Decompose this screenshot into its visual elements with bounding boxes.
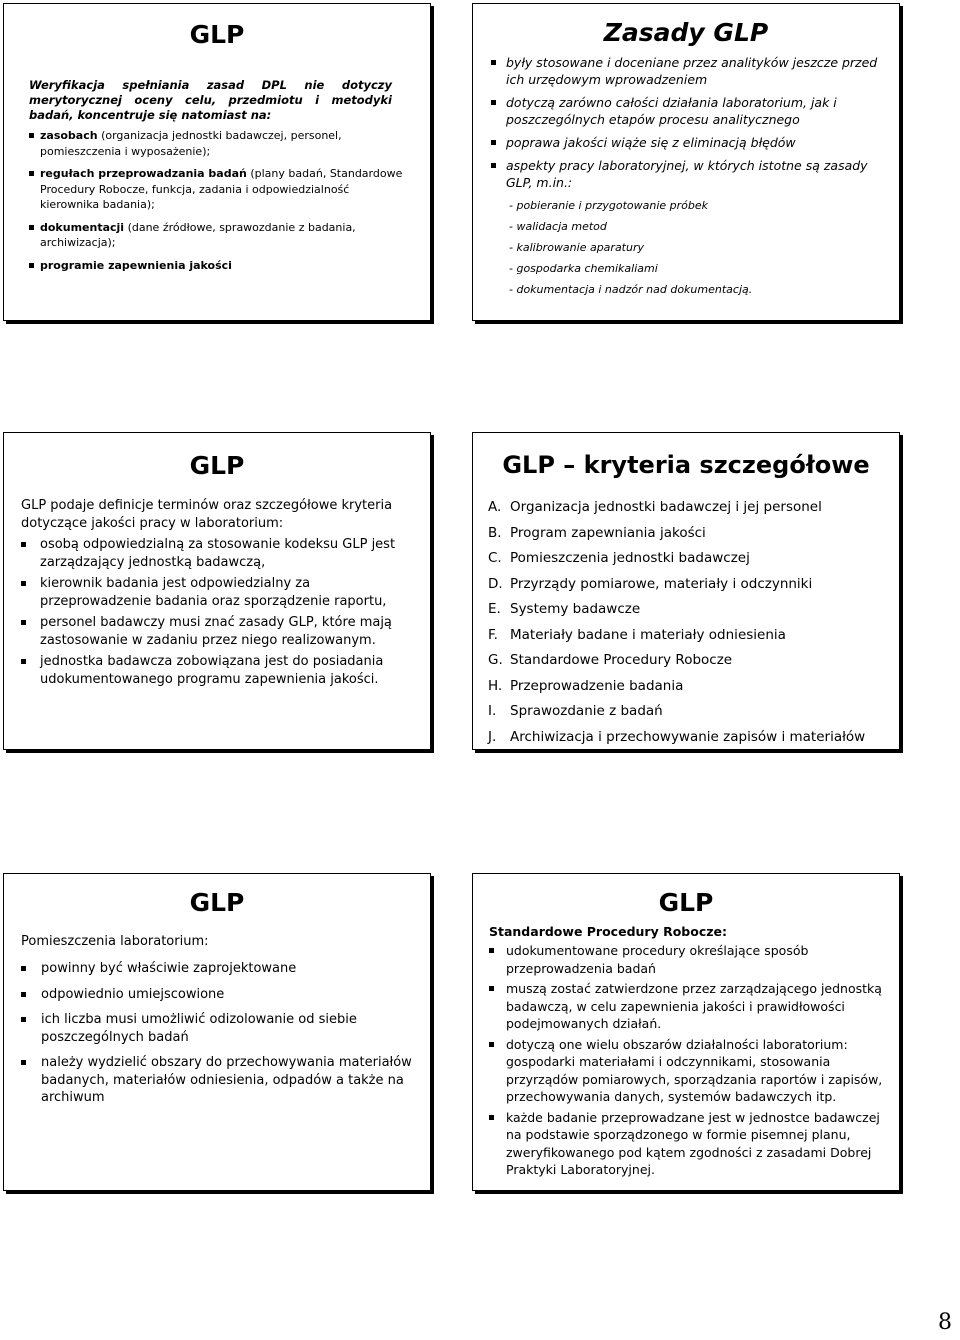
list-item bbox=[21, 614, 414, 649]
list-item-text bbox=[40, 258, 232, 274]
slide-glp-verification bbox=[3, 3, 431, 321]
bullet-list bbox=[21, 960, 414, 1115]
lettered-list bbox=[488, 499, 865, 750]
square-bullet-icon bbox=[21, 542, 26, 547]
list-item-letter: D. bbox=[488, 575, 503, 592]
list-item-text: dotyczą zarówno całości działania laboratorium, jak i poszczególnych etapów procesu analitycznego bbox=[506, 95, 837, 127]
slide-title: GLP bbox=[189, 451, 245, 480]
list-item-text: poprawa jakości wiąże się z eliminacją błędów bbox=[506, 135, 796, 150]
slide-intro: Weryfikacja spełniania zasad DPL nie dotyczy merytorycznej oceny celu, przedmiotu i metodyki badań, koncentruje się natomiast na: bbox=[29, 78, 392, 122]
list-item bbox=[488, 703, 865, 720]
bullet-list bbox=[491, 54, 881, 302]
list-item-letter: H. bbox=[488, 677, 503, 694]
square-bullet-icon bbox=[29, 133, 34, 138]
slide-heading: Standardowe Procedury Robocze: bbox=[489, 924, 727, 939]
list-item-rest: (dane źródłowe, sprawozdanie z badania, archiwizacja); bbox=[40, 220, 356, 249]
list-item bbox=[488, 550, 865, 567]
list-item-text: ich liczba musi umożliwić odizolowanie od siebie poszczególnych badań bbox=[41, 1012, 357, 1045]
list-item bbox=[491, 134, 881, 151]
list-item-text bbox=[40, 220, 410, 251]
slide-title: GLP bbox=[189, 20, 245, 49]
square-bullet-icon bbox=[21, 1017, 26, 1022]
list-item-text: dotyczą one wielu obszarów działalności laboratorium: gospodarki materiałami i odczynnikami, stosowania przyrządów pomiarowych, sporządzania raportów i zapisów, przechowywania danych, systemów badawczych itp. bbox=[506, 1036, 883, 1104]
square-bullet-icon bbox=[21, 620, 26, 625]
list-item-rest: (plany badań, Standardowe Procedury Robocze, funkcja, zadania i odpowiedzialność kierownika badania); bbox=[40, 167, 403, 211]
square-bullet-icon bbox=[489, 948, 494, 953]
sub-list-item: - kalibrowanie aparatury bbox=[509, 241, 644, 254]
slide-title: GLP bbox=[189, 888, 245, 917]
slide-title: GLP bbox=[658, 888, 714, 917]
slide-intro: GLP podaje definicje terminów oraz szczegółowe kryteria dotyczące jakości pracy w laboratorium: bbox=[21, 498, 393, 531]
square-bullet-icon bbox=[21, 966, 26, 971]
list-item bbox=[21, 536, 414, 571]
list-item-text: Sprawozdanie z badań bbox=[510, 703, 663, 719]
list-item bbox=[488, 576, 865, 593]
sub-list-item: - walidacja metod bbox=[509, 220, 607, 233]
list-item-text: Program zapewniania jakości bbox=[510, 524, 706, 541]
list-item-text: należy wydzielić obszary do przechowywania materiałów badanych, materiałów odniesienia, odpadów a także na archiwum bbox=[41, 1055, 412, 1105]
list-item bbox=[488, 627, 865, 644]
list-item-text: Systemy badawcze bbox=[510, 601, 641, 617]
list-item bbox=[29, 128, 410, 159]
list-item-bold: programie zapewnienia jakości bbox=[40, 258, 232, 272]
list-item-bold: regułach przeprowadzania badań bbox=[40, 167, 247, 180]
list-item-text: Archiwizacja i przechowywanie zapisów i materiałów bbox=[510, 728, 866, 745]
slide-heading: Pomieszczenia laboratorium: bbox=[21, 934, 209, 949]
list-item bbox=[21, 653, 414, 688]
list-item-bold: zasobach bbox=[40, 129, 98, 142]
list-item-letter: B. bbox=[488, 524, 502, 541]
list-item-text bbox=[40, 166, 410, 213]
list-item bbox=[488, 652, 865, 669]
list-item bbox=[488, 678, 865, 695]
square-bullet-icon bbox=[21, 581, 26, 586]
list-item-text: Przyrządy pomiarowe, materiały i odczynniki bbox=[510, 575, 813, 592]
list-item-text: odpowiednio umiejscowione bbox=[41, 986, 225, 1002]
square-bullet-icon bbox=[491, 60, 496, 65]
list-item bbox=[29, 258, 410, 274]
list-item-text: Pomieszczenia jednostki badawczej bbox=[510, 550, 750, 566]
list-item-text: były stosowane i doceniane przez analityków jeszcze przed ich urzędowym wprowadzeniem bbox=[506, 55, 878, 87]
slide-glp-criteria bbox=[472, 432, 900, 750]
list-item bbox=[21, 1011, 414, 1046]
bullet-list bbox=[29, 128, 410, 280]
list-item bbox=[29, 166, 410, 213]
slide-glp-definitions bbox=[3, 432, 431, 750]
list-item-bold: dokumentacji bbox=[40, 220, 125, 234]
sub-list-item: - pobieranie i przygotowanie próbek bbox=[509, 199, 709, 212]
sub-list-item: - dokumentacja i nadzór nad dokumentacją. bbox=[509, 283, 753, 296]
square-bullet-icon bbox=[29, 171, 34, 176]
list-item bbox=[21, 1054, 414, 1107]
list-item-letter: F. bbox=[488, 626, 498, 643]
list-item-letter: E. bbox=[488, 601, 501, 617]
slide-standard-procedures bbox=[472, 873, 900, 1191]
square-bullet-icon bbox=[21, 659, 26, 664]
list-item-letter: C. bbox=[488, 550, 502, 566]
slide-glp-principles bbox=[472, 3, 900, 321]
square-bullet-icon bbox=[21, 992, 26, 997]
square-bullet-icon bbox=[491, 163, 496, 168]
sub-list-item: - gospodarka chemikaliami bbox=[509, 262, 658, 275]
slide-body bbox=[21, 497, 414, 688]
list-item-text: każde badanie przeprowadzane jest w jednostce badawczej na podstawie sporządzonego w formie pisemnej planu, zweryfikowanego pod kątem zgodności z zasadami Dobrej Praktyki Laboratoryjnej. bbox=[506, 1109, 880, 1177]
list-item bbox=[488, 499, 865, 516]
list-item-rest: (organizacja jednostki badawczej, personel, pomieszczenia i wyposażenie); bbox=[40, 129, 342, 158]
list-item bbox=[488, 525, 865, 542]
list-item-text: powinny być właściwie zaprojektowane bbox=[41, 961, 297, 976]
list-item-text: personel badawczy musi znać zasady GLP, które mają zastosowanie w zadaniu przez niego realizowanym. bbox=[40, 615, 392, 648]
sub-list bbox=[509, 197, 881, 298]
list-item bbox=[29, 220, 410, 251]
list-item-text: Standardowe Procedury Robocze bbox=[510, 652, 733, 668]
square-bullet-icon bbox=[29, 263, 34, 268]
list-item-text: Organizacja jednostki badawczej i jej personel bbox=[510, 499, 822, 515]
list-item-text: Materiały badane i materiały odniesienia bbox=[510, 626, 786, 643]
square-bullet-icon bbox=[489, 986, 494, 991]
square-bullet-icon bbox=[29, 225, 34, 230]
list-item bbox=[489, 980, 887, 1033]
list-item-text: kierownik badania jest odpowiedzialny za przeprowadzenie badania oraz sporządzenie raportu, bbox=[40, 576, 387, 609]
square-bullet-icon bbox=[489, 1115, 494, 1120]
list-item-text: osobą odpowiedzialną za stosowanie kodeksu GLP jest zarządzający jednostką badawczą, bbox=[40, 537, 396, 570]
list-item-text bbox=[40, 128, 410, 159]
square-bullet-icon bbox=[491, 100, 496, 105]
list-item bbox=[489, 1036, 887, 1106]
list-item-letter: I. bbox=[488, 703, 497, 719]
list-item-text: udokumentowane procedury określające sposób przeprowadzenia badań bbox=[506, 943, 809, 976]
list-item bbox=[21, 575, 414, 610]
slide-lab-rooms bbox=[3, 873, 431, 1191]
list-item bbox=[488, 729, 865, 746]
square-bullet-icon bbox=[491, 140, 496, 145]
list-item-text: Przeprowadzenie badania bbox=[510, 677, 684, 694]
list-item-letter: J. bbox=[488, 728, 497, 745]
list-item-text: jednostka badawcza zobowiązana jest do posiadania udokumentowanego programu zapewnienia jakości. bbox=[40, 654, 384, 687]
list-item bbox=[489, 1109, 887, 1179]
slide-title: Zasady GLP bbox=[603, 18, 769, 47]
list-item bbox=[21, 960, 414, 978]
square-bullet-icon bbox=[21, 1060, 26, 1065]
square-bullet-icon bbox=[489, 1042, 494, 1047]
list-item bbox=[21, 986, 414, 1004]
list-item-text: muszą zostać zatwierdzone przez zarządzającego jednostką badawczą, w celu zapewnienia jakości i prawidłowości podejmowanych działań. bbox=[506, 981, 882, 1031]
list-item-letter: G. bbox=[488, 652, 503, 668]
list-item bbox=[491, 94, 881, 128]
list-item-text: aspekty pracy laboratoryjnej, w których istotne są zasady GLP, m.in.: bbox=[506, 158, 868, 190]
list-item bbox=[491, 157, 881, 191]
bullet-list bbox=[489, 942, 887, 1182]
list-item bbox=[488, 601, 865, 618]
slide-title: GLP – kryteria szczegółowe bbox=[502, 451, 870, 479]
list-item bbox=[491, 54, 881, 88]
page-number: 8 bbox=[938, 1310, 952, 1335]
list-item bbox=[489, 942, 887, 977]
list-item-letter: A. bbox=[488, 499, 502, 515]
